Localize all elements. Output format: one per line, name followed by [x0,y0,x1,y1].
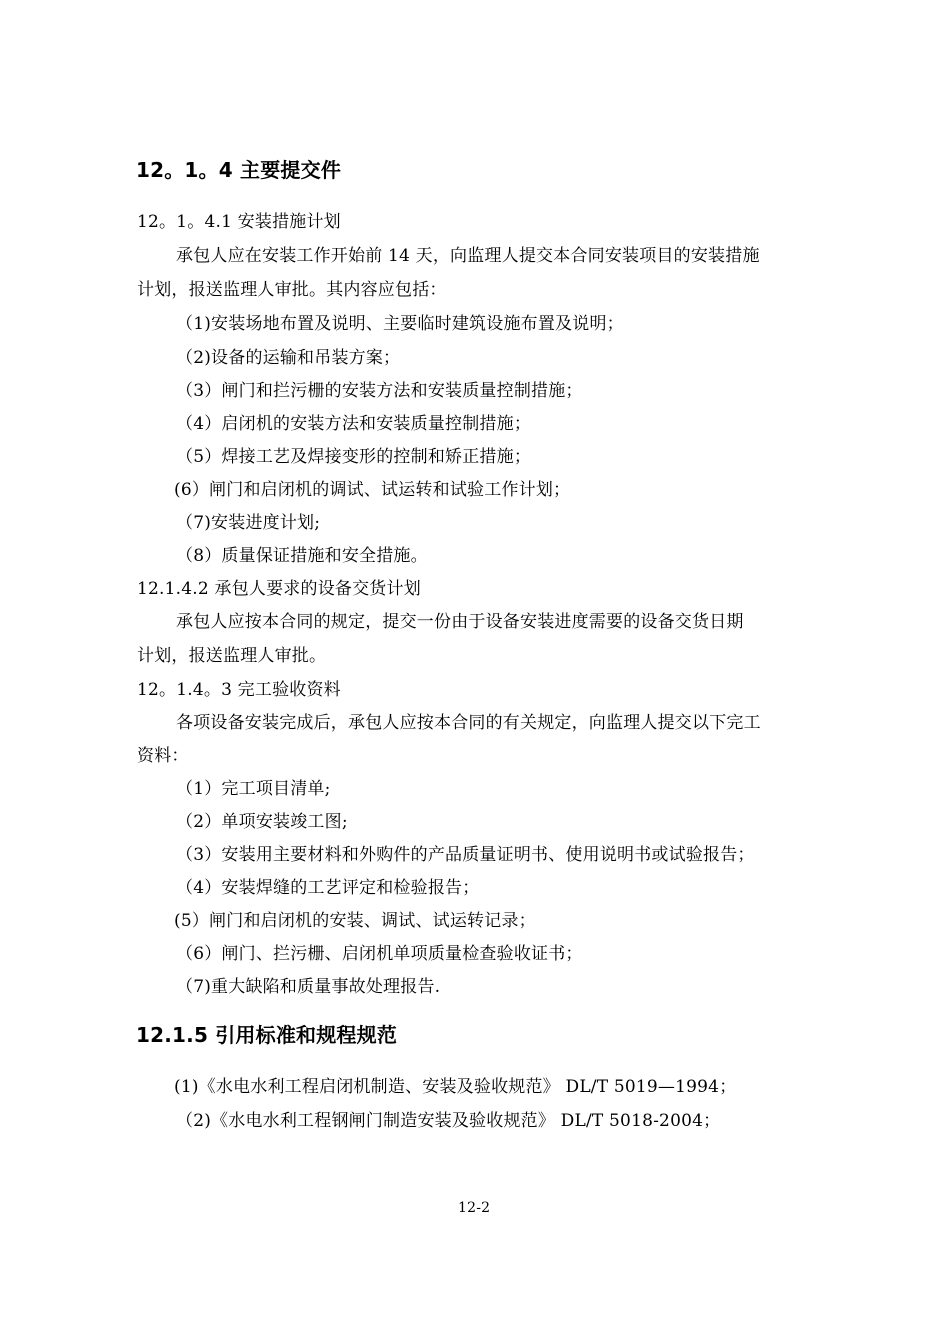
list-item: (1)《水电水利工程启闭机制造、安装及验收规范》 DL/T 5019—1994； [174,1077,737,1097]
subsection-title-12-1-4-2: 12.1.4.2 承包人要求的设备交货计划 [137,579,421,599]
list-item: （2)《水电水利工程钢闸门制造安装及验收规范》 DL/T 5018-2004； [176,1111,721,1131]
list-item: （8）质量保证措施和安全措施。 [176,546,428,566]
paragraph-line: 承包人应按本合同的规定，提交一份由于设备安装进度需要的设备交货日期 [176,612,744,632]
list-item: （6）闸门、拦污栅、启闭机单项质量检查验收证书； [176,944,583,964]
list-item: (6）闸门和启闭机的调试、试运转和试验工作计划； [174,480,571,500]
list-item: （5）焊接工艺及焊接变形的控制和矫正措施； [176,447,532,467]
list-item: （2)设备的运输和吊装方案； [176,348,401,368]
page-number: 12-2 [458,1200,491,1216]
section-heading-12-1-5: 12.1.5 引用标准和规程规范 [136,1023,398,1047]
list-item: （7)重大缺陷和质量事故处理报告. [176,977,441,997]
list-item: （4）安装焊缝的工艺评定和检验报告； [176,878,480,898]
paragraph-line: 各项设备安装完成后，承包人应按本合同的有关规定，向监理人提交以下完工 [176,713,761,733]
list-item: （3）闸门和拦污栅的安装方法和安装质量控制措施； [176,381,583,401]
subsection-title-12-1-4-3: 12。1.4。3 完工验收资料 [137,680,341,700]
list-item: （4）启闭机的安装方法和安装质量控制措施； [176,414,532,434]
list-item: （7)安装进度计划; [176,513,321,533]
list-item: （2）单项安装竣工图; [176,812,348,832]
paragraph-line: 承包人应在安装工作开始前 14 天，向监理人提交本合同安装项目的安装措施 [176,246,760,266]
list-item: （1)安装场地布置及说明、主要临时建筑设施布置及说明； [176,314,624,334]
paragraph-line: 资料： [137,746,189,766]
list-item: (5）闸门和启闭机的安装、调试、试运转记录； [174,911,536,931]
subsection-title-12-1-4-1: 12。1。4.1 安装措施计划 [137,212,341,232]
paragraph-line: 计划，报送监理人审批。其内容应包括： [137,280,447,300]
list-item: （3）安装用主要材料和外购件的产品质量证明书、使用说明书或试验报告； [176,845,755,865]
paragraph-line: 计划，报送监理人审批。 [137,646,327,666]
section-heading-12-1-4: 12。1。4 主要提交件 [136,158,342,182]
list-item: （1）完工项目清单; [176,779,331,799]
